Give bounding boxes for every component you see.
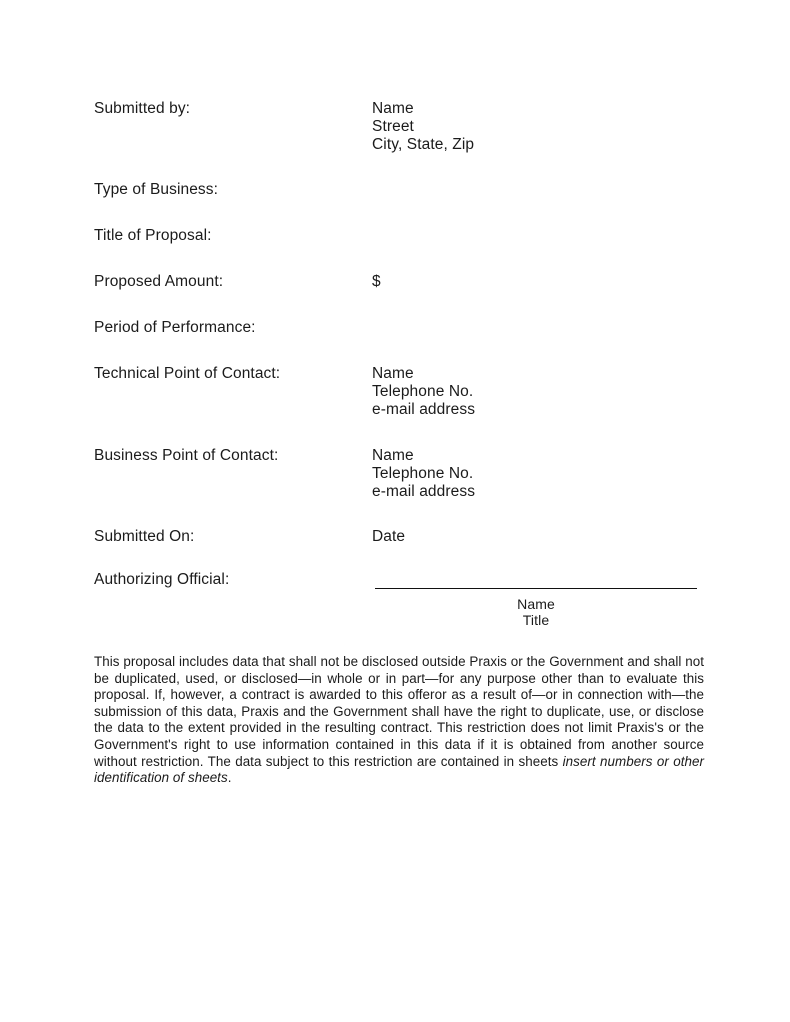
signature-captions [375, 597, 697, 628]
submitted-by-label: Submitted by: [94, 100, 191, 117]
signature-block [375, 571, 697, 628]
field-title-of-proposal [94, 227, 703, 245]
disclosure-text: This proposal includes data that shall not be disclosed outside Praxis or the Government and shall not be duplicated, used, or disclosed—in whole or in part—for any purpose other than to evaluate this proposal. If, however, a contract is awarded to this offeror as a result of—or in connection with—the submission of this data, Praxis and the Government shall have the right to duplicate, use, or disclose the data to the extent provided in the resulting contract. This restriction does not limit Praxis's or the Government's right to use information contained in this data if it is obtained from another source without restriction. The data subject to this restriction are contained in sheets [94, 654, 704, 769]
technical-poc-name-placeholder: Name [372, 365, 414, 382]
field-submitted-on [94, 528, 703, 546]
field-business-poc [94, 447, 703, 501]
authorizing-official-value [372, 571, 697, 628]
submitted-by-value [372, 100, 474, 154]
title-of-proposal-label: Title of Proposal: [94, 227, 212, 244]
type-of-business-label: Type of Business: [94, 181, 219, 198]
proposed-amount-label: Proposed Amount: [94, 273, 224, 290]
field-technical-poc [94, 365, 703, 419]
field-proposed-amount [94, 273, 703, 291]
business-poc-telephone-placeholder: Telephone No. [372, 465, 474, 482]
submitted-on-label: Submitted On: [94, 528, 195, 545]
technical-poc-telephone-placeholder: Telephone No. [372, 383, 474, 400]
submitted-by-city-state-zip-placeholder: City, State, Zip [372, 136, 475, 153]
technical-poc-label: Technical Point of Contact: [94, 365, 281, 382]
field-type-of-business [94, 181, 703, 199]
field-period-of-performance [94, 319, 703, 337]
authorizing-official-label: Authorizing Official: [94, 571, 230, 588]
business-poc-name-placeholder: Name [372, 447, 414, 464]
field-submitted-by [94, 100, 703, 154]
signature-caption-title: Title [522, 611, 550, 628]
technical-poc-value [372, 365, 475, 419]
disclosure-italic-text: insert numbers or other identification of sheets [94, 753, 704, 786]
period-of-performance-label: Period of Performance: [94, 319, 256, 336]
submitted-by-street-placeholder: Street [372, 118, 414, 135]
disclosure-paragraph [94, 654, 704, 787]
field-authorizing-official [94, 571, 703, 628]
business-poc-label: Business Point of Contact: [94, 447, 279, 464]
business-poc-email-placeholder: e-mail address [372, 483, 476, 500]
signature-line [375, 571, 697, 589]
technical-poc-email-placeholder: e-mail address [372, 401, 476, 418]
signature-caption-name: Name [517, 596, 555, 612]
business-poc-value [372, 447, 475, 501]
submitted-on-date-placeholder: Date [372, 528, 406, 545]
disclosure-suffix: . [227, 770, 232, 786]
proposed-amount-currency-symbol: $ [372, 273, 381, 290]
submitted-by-name-placeholder: Name [372, 100, 414, 117]
